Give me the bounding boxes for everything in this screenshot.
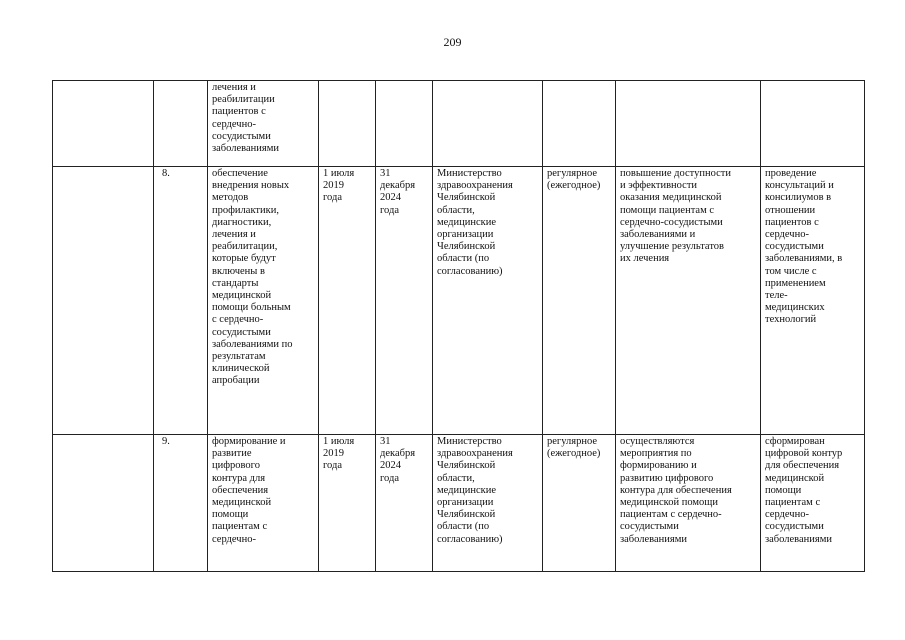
executor-text: Министерство здравоохранения Челябинской области, медицинские организации Челябинской области (по согласованию) bbox=[437, 436, 513, 545]
start-date-cell bbox=[319, 81, 376, 167]
executor-cell bbox=[433, 435, 543, 572]
indicator-cell bbox=[616, 81, 761, 167]
row-number: 8. bbox=[162, 168, 170, 179]
periodicity-cell bbox=[543, 167, 616, 435]
end-date-text: 31 декабря 2024 года bbox=[380, 168, 416, 216]
result-text: сформирован цифровой контур для обеспечения медицинской помощи пациентам с сердечно- сосудистыми заболеваниями bbox=[765, 436, 843, 545]
start-date-text: 1 июля 2019 года bbox=[323, 168, 355, 204]
left-blank-cell bbox=[53, 435, 154, 572]
executor-cell bbox=[433, 167, 543, 435]
event-text: формирование и развитие цифрового контура для обеспечения медицинской помощи пациентам с сердечно- bbox=[212, 436, 286, 545]
indicator-text: повышение доступности и эффективности оказания медицинской помощи пациентам с сердечно-сосудистыми заболеваниями и улучшение результатов их лечения bbox=[620, 168, 731, 265]
row-number-cell bbox=[154, 81, 208, 167]
event-cell bbox=[208, 81, 319, 167]
table-row bbox=[53, 81, 865, 167]
event-text: лечения и реабилитации пациентов с сердечно- сосудистыми заболеваниями bbox=[212, 82, 279, 155]
result-cell bbox=[761, 167, 865, 435]
result-cell bbox=[761, 435, 865, 572]
event-cell bbox=[208, 167, 319, 435]
left-blank-cell bbox=[53, 81, 154, 167]
page-number: 209 bbox=[443, 35, 462, 49]
event-cell bbox=[208, 435, 319, 572]
periodicity-text: регулярное (ежегодное) bbox=[547, 436, 601, 460]
measures-table bbox=[52, 80, 865, 572]
table-row bbox=[53, 167, 865, 435]
event-text: обеспечение внедрения новых методов профилактики, диагностики, лечения и реабилитации, которые будут включены в стандарты медицинской помощи больным с сердечно- сосудистыми заболеваниями по результатам клинической апробации bbox=[212, 168, 293, 387]
start-date-text: 1 июля 2019 года bbox=[323, 436, 355, 472]
left-blank-cell bbox=[53, 167, 154, 435]
indicator-cell bbox=[616, 435, 761, 572]
row-number: 9. bbox=[162, 436, 170, 447]
start-date-cell bbox=[319, 167, 376, 435]
periodicity-cell bbox=[543, 435, 616, 572]
end-date-cell bbox=[376, 435, 433, 572]
executor-text: Министерство здравоохранения Челябинской области, медицинские организации Челябинской области (по согласованию) bbox=[437, 168, 513, 277]
end-date-cell bbox=[376, 167, 433, 435]
result-text: проведение консультаций и консилиумов в отношении пациентов с сердечно- сосудистыми заболеваниями, в том числе с применением теле- медицинских технологий bbox=[765, 168, 843, 326]
end-date-text: 31 декабря 2024 года bbox=[380, 436, 416, 484]
row-number-cell bbox=[154, 435, 208, 572]
row-number-cell bbox=[154, 167, 208, 435]
end-date-cell bbox=[376, 81, 433, 167]
periodicity-cell bbox=[543, 81, 616, 167]
indicator-cell bbox=[616, 167, 761, 435]
periodicity-text: регулярное (ежегодное) bbox=[547, 168, 601, 192]
result-cell bbox=[761, 81, 865, 167]
start-date-cell bbox=[319, 435, 376, 572]
table-row bbox=[53, 435, 865, 572]
executor-cell bbox=[433, 81, 543, 167]
indicator-text: осуществляются мероприятия по формированию и развитию цифрового контура для обеспечения медицинской помощи пациентам с сердечно- сосудистыми заболеваниями bbox=[620, 436, 732, 545]
